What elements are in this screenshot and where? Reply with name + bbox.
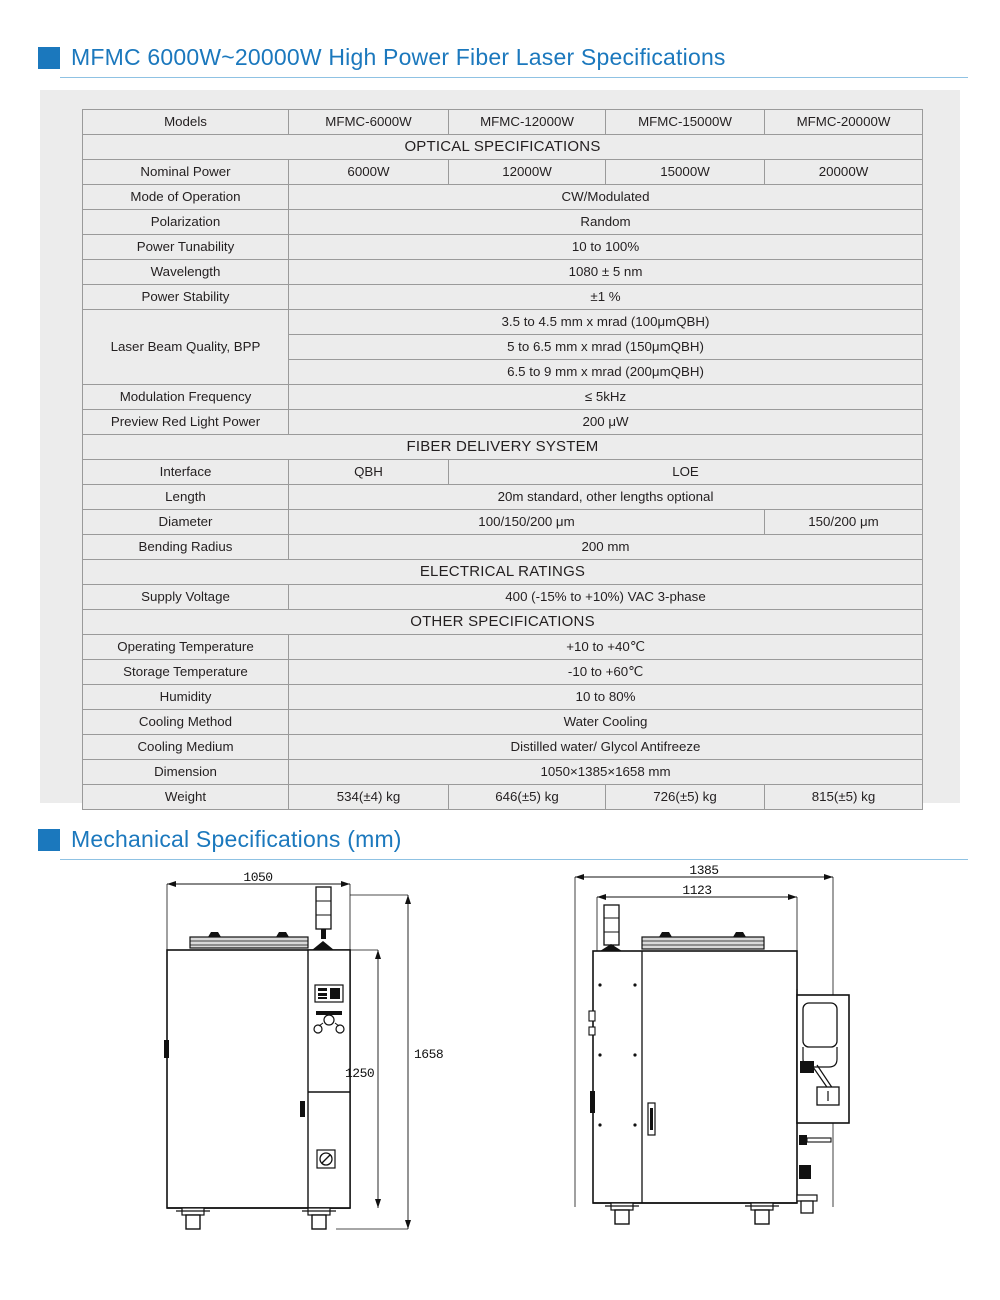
cell-redlight-value: 200 μW xyxy=(289,410,923,435)
side-view-drawing xyxy=(545,855,875,1265)
table-row-group-other xyxy=(83,610,923,635)
specs-section-heading xyxy=(38,44,726,71)
cell-dimension-value: 1050×1385×1658 mm xyxy=(289,760,923,785)
front-width-dimension: 1050 xyxy=(243,870,273,885)
cell-diameter-label: Diameter xyxy=(83,510,289,535)
cell-nominal-power-label: Nominal Power xyxy=(83,160,289,185)
front-view-drawing xyxy=(140,865,460,1265)
cell-weight-4: 815(±5) kg xyxy=(765,785,923,810)
cell-interface-loe: LOE xyxy=(449,460,923,485)
table-row-stotemp xyxy=(83,660,923,685)
specifications-table xyxy=(82,109,923,810)
mechanical-section-heading xyxy=(38,826,402,853)
cell-coolmethod-value: Water Cooling xyxy=(289,710,923,735)
table-row-coolmethod xyxy=(83,710,923,735)
cell-nominal-power-1: 6000W xyxy=(289,160,449,185)
table-row-modfreq xyxy=(83,385,923,410)
cell-model-3: MFMC-15000W xyxy=(606,110,765,135)
table-row-dimension xyxy=(83,760,923,785)
cell-wavelength-label: Wavelength xyxy=(83,260,289,285)
cell-group-electrical: ELECTRICAL RATINGS xyxy=(83,560,923,585)
cell-model-2: MFMC-12000W xyxy=(449,110,606,135)
table-row-bending xyxy=(83,535,923,560)
cell-interface-qbh: QBH xyxy=(289,460,449,485)
cell-redlight-label: Preview Red Light Power xyxy=(83,410,289,435)
table-row-polarization xyxy=(83,210,923,235)
table-row-wavelength xyxy=(83,260,923,285)
cell-stotemp-value: -10 to +60℃ xyxy=(289,660,923,685)
table-row-group-electrical xyxy=(83,560,923,585)
cell-humidity-value: 10 to 80% xyxy=(289,685,923,710)
cell-polarization-label: Polarization xyxy=(83,210,289,235)
table-row-bpp-1 xyxy=(83,310,923,335)
cell-tunability-value: 10 to 100% xyxy=(289,235,923,260)
cell-model-1: MFMC-6000W xyxy=(289,110,449,135)
cell-polarization-value: Random xyxy=(289,210,923,235)
accent-square-icon-2 xyxy=(38,829,60,851)
page-title: MFMC 6000W~20000W High Power Fiber Laser Specifications xyxy=(71,44,726,70)
table-row-models xyxy=(83,110,923,135)
cell-diameter-value-a: 100/150/200 μm xyxy=(289,510,765,535)
cell-bpp-label: Laser Beam Quality, BPP xyxy=(83,310,289,385)
cell-supply-value: 400 (-15% to +10%) VAC 3-phase xyxy=(289,585,923,610)
table-row-stability xyxy=(83,285,923,310)
table-row-nominal-power xyxy=(83,160,923,185)
cell-interface-label: Interface xyxy=(83,460,289,485)
cell-dimension-label: Dimension xyxy=(83,760,289,785)
cell-weight-2: 646(±5) kg xyxy=(449,785,606,810)
cell-diameter-value-b: 150/200 μm xyxy=(765,510,923,535)
cell-nominal-power-4: 20000W xyxy=(765,160,923,185)
table-row-coolmedium xyxy=(83,735,923,760)
cell-group-optical: OPTICAL SPECIFICATIONS xyxy=(83,135,923,160)
cell-coolmedium-value: Distilled water/ Glycol Antifreeze xyxy=(289,735,923,760)
side-outer-width-dimension: 1385 xyxy=(689,863,719,878)
cell-group-other: OTHER SPECIFICATIONS xyxy=(83,610,923,635)
cell-bending-label: Bending Radius xyxy=(83,535,289,560)
cell-mode-label: Mode of Operation xyxy=(83,185,289,210)
heading-rule-specs xyxy=(60,77,968,78)
cell-model-4: MFMC-20000W xyxy=(765,110,923,135)
cell-supply-label: Supply Voltage xyxy=(83,585,289,610)
table-row-weight xyxy=(83,785,923,810)
table-row-redlight xyxy=(83,410,923,435)
table-row-group-optical xyxy=(83,135,923,160)
table-row-group-fiber xyxy=(83,435,923,460)
cell-mode-value: CW/Modulated xyxy=(289,185,923,210)
mechanical-title: Mechanical Specifications (mm) xyxy=(71,826,402,852)
front-inner-height-dimension: 1250 xyxy=(345,1066,375,1081)
cell-modfreq-label: Modulation Frequency xyxy=(83,385,289,410)
table-row-mode xyxy=(83,185,923,210)
side-inner-width-dimension: 1123 xyxy=(682,883,712,898)
cell-models-label: Models xyxy=(83,110,289,135)
cell-length-value: 20m standard, other lengths optional xyxy=(289,485,923,510)
cell-bpp-value-2: 5 to 6.5 mm x mrad (150μmQBH) xyxy=(289,335,923,360)
cell-nominal-power-2: 12000W xyxy=(449,160,606,185)
table-row-tunability xyxy=(83,235,923,260)
cell-bpp-value-1: 3.5 to 4.5 mm x mrad (100μmQBH) xyxy=(289,310,923,335)
cell-weight-3: 726(±5) kg xyxy=(606,785,765,810)
front-height-dimension: 1658 xyxy=(414,1047,444,1062)
cell-group-fiber: FIBER DELIVERY SYSTEM xyxy=(83,435,923,460)
accent-square-icon xyxy=(38,47,60,69)
cell-wavelength-value: 1080 ± 5 nm xyxy=(289,260,923,285)
cell-stotemp-label: Storage Temperature xyxy=(83,660,289,685)
cell-tunability-label: Power Tunability xyxy=(83,235,289,260)
cell-bpp-value-3: 6.5 to 9 mm x mrad (200μmQBH) xyxy=(289,360,923,385)
table-row-optemp xyxy=(83,635,923,660)
cell-optemp-value: +10 to +40℃ xyxy=(289,635,923,660)
cell-coolmedium-label: Cooling Medium xyxy=(83,735,289,760)
cell-stability-label: Power Stability xyxy=(83,285,289,310)
cell-bending-value: 200 mm xyxy=(289,535,923,560)
cell-optemp-label: Operating Temperature xyxy=(83,635,289,660)
cell-nominal-power-3: 15000W xyxy=(606,160,765,185)
table-row-humidity xyxy=(83,685,923,710)
cell-modfreq-value: ≤ 5kHz xyxy=(289,385,923,410)
cell-weight-label: Weight xyxy=(83,785,289,810)
cell-coolmethod-label: Cooling Method xyxy=(83,710,289,735)
table-row-supply xyxy=(83,585,923,610)
table-row-length xyxy=(83,485,923,510)
cell-humidity-label: Humidity xyxy=(83,685,289,710)
cell-stability-value: ±1 % xyxy=(289,285,923,310)
cell-weight-1: 534(±4) kg xyxy=(289,785,449,810)
table-row-interface xyxy=(83,460,923,485)
cell-length-label: Length xyxy=(83,485,289,510)
table-row-diameter xyxy=(83,510,923,535)
